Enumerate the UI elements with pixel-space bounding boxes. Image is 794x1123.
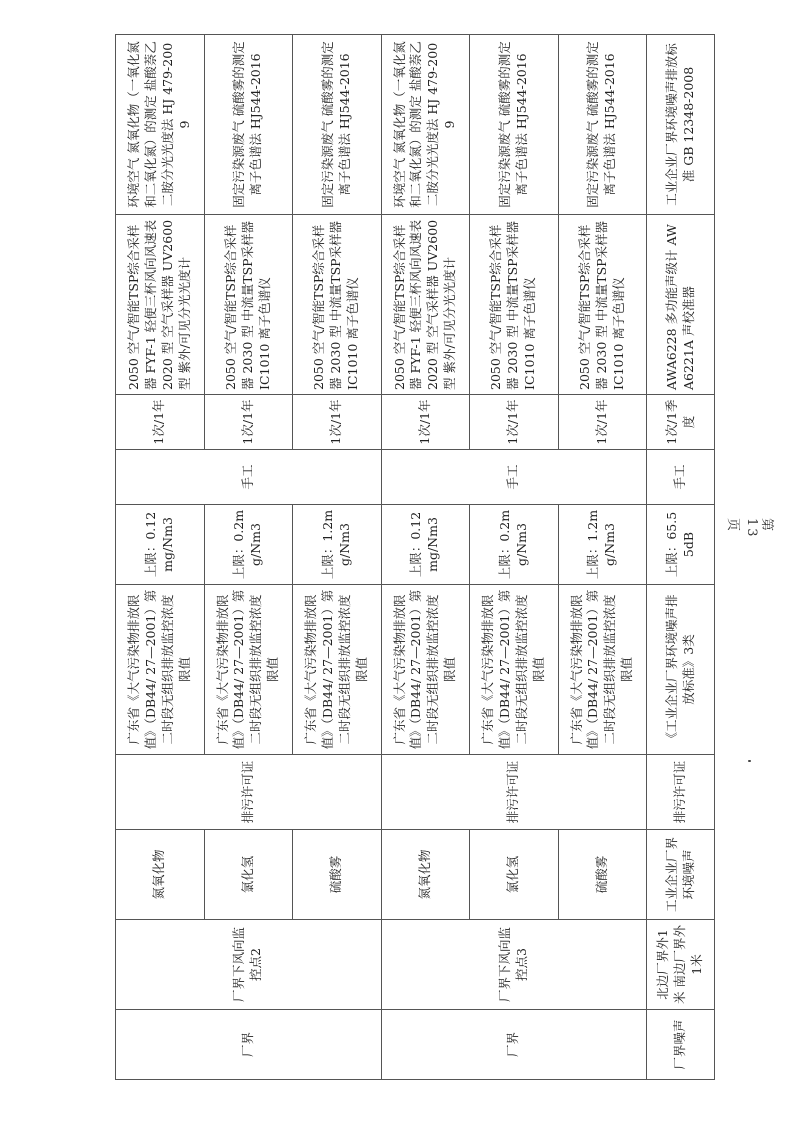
analysis-cell: 环境空气 氮氧化物（一氧化氮和二氧化氮）的测定 盐酸萘乙二胺分光光度法 HJ 479-2009	[381, 35, 470, 215]
table-row	[116, 35, 205, 1080]
analysis-cell: 固定污染源废气 硫酸雾的测定 离子色谱法 HJ544-2016	[204, 35, 293, 215]
standard-cell: 广东省《大气污染物排放限值》（DB44/ 27—2001）第二时段无组织排放监控浓度限值	[293, 585, 382, 755]
analysis-cell: 固定污染源废气 硫酸雾的测定 离子色谱法 HJ544-2016	[470, 35, 559, 215]
type-cell: 厂界	[116, 1010, 382, 1080]
location-cell: 厂界下风向监控点2	[116, 920, 382, 1010]
page-number: 第 13 页	[725, 518, 774, 539]
limit-cell: 上限：0.2mg/Nm3	[204, 505, 293, 585]
instrument-cell: 2050 空气/智能TSP综合采样器 FYF-1 轻便三杯风向风速表 2020 型 空气采样器 UV2600 型 紫外/可见分光光度计	[116, 215, 205, 395]
mode-cell: 手工	[647, 450, 715, 505]
analysis-cell: 工业企业厂界环境噪声排放标准 GB 12348-2008	[647, 35, 715, 215]
frequency-cell: 1次/1年	[293, 395, 382, 450]
instrument-cell: 2050 空气/智能TSP综合采样器 2030 型 中流量TSP采样器 IC1010 离子色谱仪	[204, 215, 293, 395]
basis-cell: 排污许可证	[116, 755, 382, 830]
item-cell: 氮氧化物	[381, 830, 470, 920]
instrument-cell: AWA6228 多功能声级计 AWA6221A 声校准器	[647, 215, 715, 395]
item-cell: 氯化氢	[204, 830, 293, 920]
limit-cell: 上限：1.2mg/Nm3	[558, 505, 647, 585]
table-row	[381, 35, 470, 1080]
mode-cell: 手工	[116, 450, 382, 505]
mode-cell: 手工	[381, 450, 647, 505]
location-cell: 北边厂界外1米 南边厂界外1米	[647, 920, 715, 1010]
frequency-cell: 1次/1年	[204, 395, 293, 450]
item-cell: 硫酸雾	[558, 830, 647, 920]
analysis-cell: 固定污染源废气 硫酸雾的测定 离子色谱法 HJ544-2016	[558, 35, 647, 215]
basis-cell: 排污许可证	[647, 755, 715, 830]
frequency-cell: 1次/1年	[116, 395, 205, 450]
frequency-cell: 1次/1年	[470, 395, 559, 450]
frequency-cell: 1次/1年	[381, 395, 470, 450]
limit-cell: 上限：0.12mg/Nm3	[116, 505, 205, 585]
limit-cell: 上限：65.55dB	[647, 505, 715, 585]
rotated-table-container	[115, 35, 715, 1080]
instrument-cell: 2050 空气/智能TSP综合采样器 FYF-1 轻便三杯风向风速表 2020 型 空气采样器 UV2600 型 紫外/可见分光光度计	[381, 215, 470, 395]
type-cell: 厂界噪声	[647, 1010, 715, 1080]
type-cell: 厂界	[381, 1010, 647, 1080]
item-cell: 氯化氢	[470, 830, 559, 920]
instrument-cell: 2050 空气/智能TSP综合采样器 2030 型 中流量TSP采样器 IC1010 离子色谱仪	[293, 215, 382, 395]
limit-cell: 上限：0.2mg/Nm3	[470, 505, 559, 585]
item-cell: 工业企业厂界环境噪声	[647, 830, 715, 920]
instrument-cell: 2050 空气/智能TSP综合采样器 2030 型 中流量TSP采样器 IC1010 离子色谱仪	[470, 215, 559, 395]
location-cell: 厂界下风向监控点3	[381, 920, 647, 1010]
standard-cell: 广东省《大气污染物排放限值》（DB44/ 27—2001）第二时段无组织排放监控浓度限值	[470, 585, 559, 755]
frequency-cell: 1次/1年	[558, 395, 647, 450]
item-cell: 硫酸雾	[293, 830, 382, 920]
standard-cell: 广东省《大气污染物排放限值》（DB44/ 27—2001）第二时段无组织排放监控浓度限值	[204, 585, 293, 755]
analysis-cell: 环境空气 氮氧化物（一氧化氮和二氧化氮）的测定 盐酸萘乙二胺分光光度法 HJ 479-2009	[116, 35, 205, 215]
monitoring-table	[115, 34, 715, 1080]
instrument-cell: 2050 空气/智能TSP综合采样器 2030 型 中流量TSP采样器 IC1010 离子色谱仪	[558, 215, 647, 395]
standard-cell: 广东省《大气污染物排放限值》（DB44/ 27—2001）第二时段无组织排放监控浓度限值	[558, 585, 647, 755]
limit-cell: 上限：1.2mg/Nm3	[293, 505, 382, 585]
standard-cell: 《工业企业厂界环境噪声排放标准》3类	[647, 585, 715, 755]
frequency-cell: 1次/1季度	[647, 395, 715, 450]
scan-speck	[748, 760, 751, 762]
analysis-cell: 固定污染源废气 硫酸雾的测定 离子色谱法 HJ544-2016	[293, 35, 382, 215]
limit-cell: 上限：0.12mg/Nm3	[381, 505, 470, 585]
table-row	[647, 35, 715, 1080]
standard-cell: 广东省《大气污染物排放限值》（DB44/ 27—2001）第二时段无组织排放监控浓度限值	[381, 585, 470, 755]
item-cell: 氮氧化物	[116, 830, 205, 920]
standard-cell: 广东省《大气污染物排放限值》（DB44/ 27—2001）第二时段无组织排放监控浓度限值	[116, 585, 205, 755]
basis-cell: 排污许可证	[381, 755, 647, 830]
